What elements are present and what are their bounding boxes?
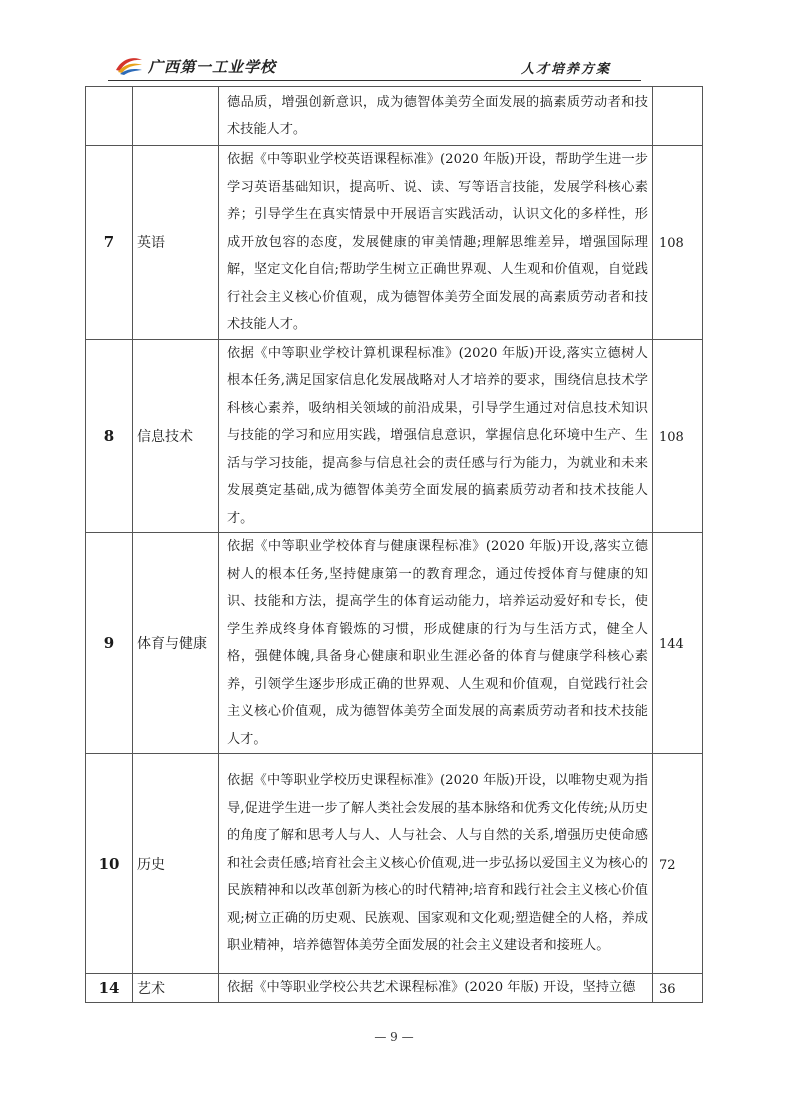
course-description: 依据《中等职业学校计算机课程标准》(2020 年版)开设,落实立德树人根本任务,满足国家信息化发展战略对人才培养的要求，围绕信息技术学科核心素养，吸纳相关领域的前沿成果，引导学生通过对信息技术知识与技能的学习和应用实践，增强信息意识，掌握信息化环境中生产、生活与学习技能，提高参与信息社会的责任感与行为能力，为就业和未来发展奠定基础,成为德智体美劳全面发展的搞素质劳动者和技术技能人才。 bbox=[219, 339, 653, 533]
course-name bbox=[133, 87, 219, 146]
course-description: 依据《中等职业学校英语课程标准》(2020 年版)开设，帮助学生进一步学习英语基础知识，提高听、说、读、写等语言技能，发展学科核心素养；引导学生在真实情景中开展语言实践活动，认识文化的多样性，形成开放包容的态度，发展健康的审美情趣;理解思维差异，增强国际理解，坚定文化自信;帮助学生树立正确世界观、人生观和价值观，自觉践行社会主义核心价值观，成为德智体美劳全面发展的高素质劳动者和技术技能人才。 bbox=[219, 146, 653, 340]
page-header bbox=[108, 50, 641, 80]
page-number: — 9 — bbox=[374, 1030, 414, 1044]
course-number bbox=[86, 87, 133, 146]
school-name: 广西第一工业学校 bbox=[148, 58, 277, 76]
course-hours: 108 bbox=[653, 339, 703, 533]
table-row bbox=[86, 974, 703, 1003]
table-row bbox=[86, 87, 703, 146]
course-description: 依据《中等职业学校公共艺术课程标准》(2020 年版) 开设，坚持立德 bbox=[219, 974, 653, 1003]
document-title: 人才培养方案 bbox=[520, 62, 611, 77]
course-hours: 72 bbox=[653, 754, 703, 974]
header-rule bbox=[108, 80, 641, 81]
course-description: 依据《中等职业学校体育与健康课程标准》(2020 年版)开设,落实立德树人的根本任务,坚持健康第一的教育理念，通过传授体育与健康的知识、技能和方法，提高学生的体育运动能力，培养运动爱好和专长，使学生养成终身体育锻炼的习惯，形成健康的行为与生活方式，健全人格，强健体魄,具备身心健康和职业生涯必备的体育与健康学科核心素养，引领学生逐步形成正确的世界观、人生观和价值观，自觉践行社会主义核心价值观，成为德智体美劳全面发展的高素质劳动者和技术技能人才。 bbox=[219, 533, 653, 754]
school-logo-icon bbox=[114, 52, 144, 76]
course-number: 9 bbox=[86, 533, 133, 754]
course-hours: 144 bbox=[653, 533, 703, 754]
table-row bbox=[86, 339, 703, 533]
course-number: 10 bbox=[86, 754, 133, 974]
table-row bbox=[86, 533, 703, 754]
course-description: 德品质，增强创新意识，成为德智体美劳全面发展的搞素质劳动者和技术技能人才。 bbox=[219, 87, 653, 146]
course-name: 体育与健康 bbox=[133, 533, 219, 754]
course-name: 信息技术 bbox=[133, 339, 219, 533]
course-table bbox=[85, 86, 703, 1003]
table-row bbox=[86, 754, 703, 974]
table-row bbox=[86, 146, 703, 340]
course-description: 依据《中等职业学校历史课程标准》(2020 年版)开设，以唯物史观为指导,促进学生进一步了解人类社会发展的基本脉络和优秀文化传统;从历史的角度了解和思考人与人、人与社会、人与自然的关系,增强历史使命感和社会责任感;培育社会主义核心价值观,进一步弘扬以爱国主义为核心的民族精神和以改革创新为核心的时代精神;培育和践行社会主义核心价值观;树立正确的历史观、民族观、国家观和文化观;塑造健全的人格，养成职业精神，培养德智体美劳全面发展的社会主义建设者和接班人。 bbox=[219, 754, 653, 974]
course-hours: 108 bbox=[653, 146, 703, 340]
course-hours bbox=[653, 87, 703, 146]
course-number: 8 bbox=[86, 339, 133, 533]
course-name: 历史 bbox=[133, 754, 219, 974]
course-number: 14 bbox=[86, 974, 133, 1003]
course-name: 英语 bbox=[133, 146, 219, 340]
course-name: 艺术 bbox=[133, 974, 219, 1003]
course-number: 7 bbox=[86, 146, 133, 340]
course-hours: 36 bbox=[653, 974, 703, 1003]
